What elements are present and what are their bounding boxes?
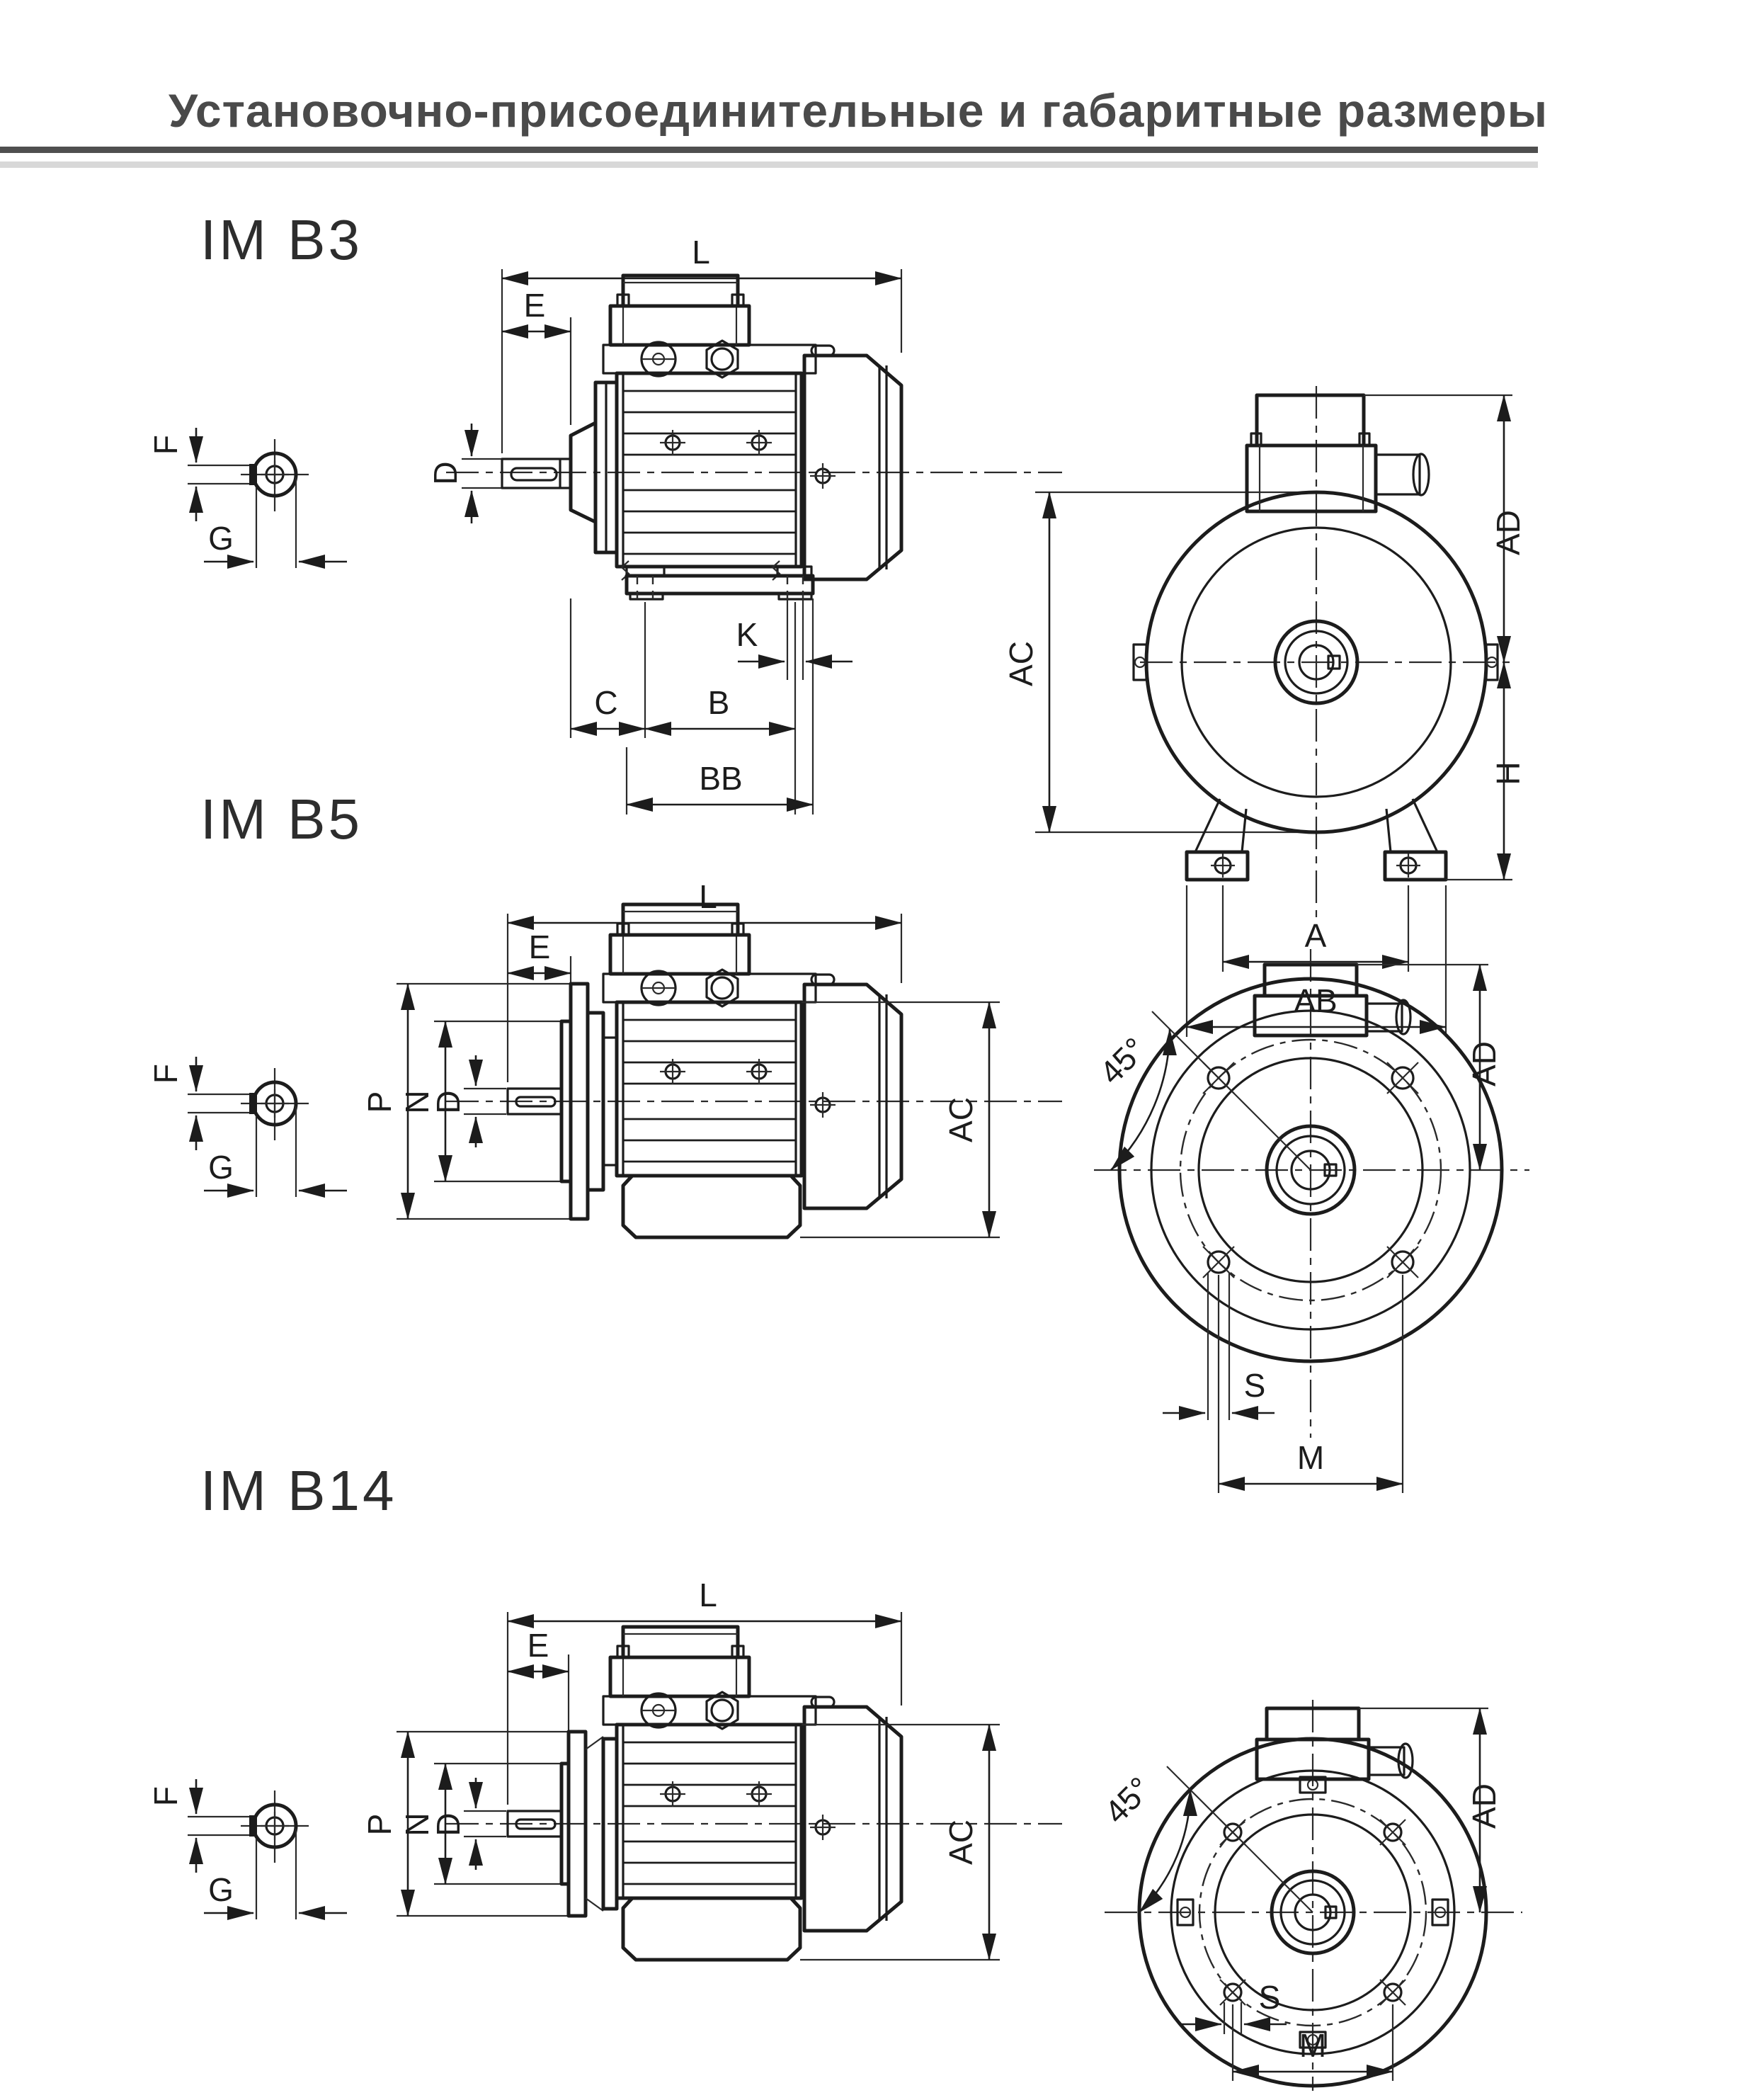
section-imb5 — [147, 788, 1529, 1493]
imb3-dim-E: E — [523, 287, 546, 324]
imb14-shaft-detail-view — [147, 1779, 347, 1919]
imb14-dim-N: N — [399, 1812, 435, 1837]
imb5-shaft-detail-view — [147, 1057, 347, 1197]
imb5-dim-E: E — [528, 929, 551, 965]
imb14-terminal-box — [603, 1627, 816, 1729]
imb5-dim-F: F — [147, 1063, 184, 1084]
imb14-dim-S: S — [1258, 1979, 1281, 2016]
imb5-dim-45: 45° — [1092, 1030, 1153, 1091]
imb5-dim-G: G — [208, 1149, 234, 1186]
imb14-dim-G: G — [208, 1871, 234, 1908]
imb3-dim-L: L — [692, 234, 710, 271]
section-label-imb14: IM B14 — [200, 1459, 397, 1522]
imb3-terminal-box — [603, 276, 816, 378]
section-label-imb5: IM B5 — [200, 788, 363, 851]
imb14-side-view — [361, 1577, 1062, 1960]
imb14-dim-E: E — [527, 1627, 549, 1664]
imb3-dim-C: C — [594, 684, 618, 721]
imb5-end-view — [1093, 949, 1529, 1493]
imb3-dim-H: H — [1490, 761, 1527, 785]
imb5-dim-S: S — [1243, 1367, 1266, 1404]
section-imb3 — [147, 208, 1527, 1037]
imb3-dim-BB: BB — [699, 760, 743, 797]
imb3-dim-A: A — [1304, 917, 1327, 954]
imb5-dim-AD: AD — [1466, 1041, 1503, 1086]
section-imb14 — [147, 1459, 1522, 2091]
imb14-dim-F: F — [147, 1786, 184, 1807]
imb14-end-terminal-box — [1257, 1708, 1413, 1779]
imb3-shaft-detail-view — [147, 428, 347, 568]
imb5-dim-L: L — [699, 878, 717, 915]
imb14-dim-M: M — [1299, 2027, 1327, 2064]
imb3-dim-F: F — [147, 434, 184, 455]
imb14-dim-L: L — [699, 1577, 717, 1613]
imb3-dim-B: B — [707, 684, 730, 721]
imb5-dim-N: N — [399, 1090, 435, 1114]
imb5-fan-cover — [804, 975, 901, 1208]
imb14-dim-D: D — [430, 1812, 467, 1837]
imb5-side-view — [361, 878, 1062, 1237]
imb3-bottom-dims — [571, 598, 853, 815]
imb14-dim-P: P — [361, 1813, 398, 1836]
imb3-dim-AC: AC — [1003, 641, 1039, 686]
imb3-fan-cover — [804, 346, 901, 579]
imb3-dim-AB: AB — [1294, 982, 1338, 1019]
imb3-dim-G: G — [208, 520, 234, 557]
imb3-dim-K: K — [736, 616, 758, 653]
imb5-dim-P: P — [361, 1091, 398, 1113]
imb5-dim-M: M — [1296, 1439, 1325, 1476]
imb14-dim-AC: AC — [942, 1820, 979, 1865]
imb5-terminal-box — [603, 904, 816, 1006]
imb3-dim-D: D — [427, 461, 464, 485]
imb3-end-view — [1134, 386, 1527, 1037]
imb5-dim-D: D — [430, 1090, 467, 1114]
imb5-dim-AC: AC — [942, 1097, 979, 1142]
imb14-dim-45: 45° — [1097, 1769, 1158, 1831]
imb3-dim-AD: AD — [1490, 510, 1527, 555]
section-label-imb3: IM B3 — [200, 208, 363, 271]
imb14-end-view — [1098, 1700, 1522, 2091]
imb14-dim-AD: AD — [1466, 1783, 1503, 1829]
imb3-side-view — [427, 234, 1321, 832]
imb14-fan-cover — [804, 1697, 901, 1931]
page-title: Установочно-присоединительные и габаритные размеры — [169, 84, 1549, 137]
